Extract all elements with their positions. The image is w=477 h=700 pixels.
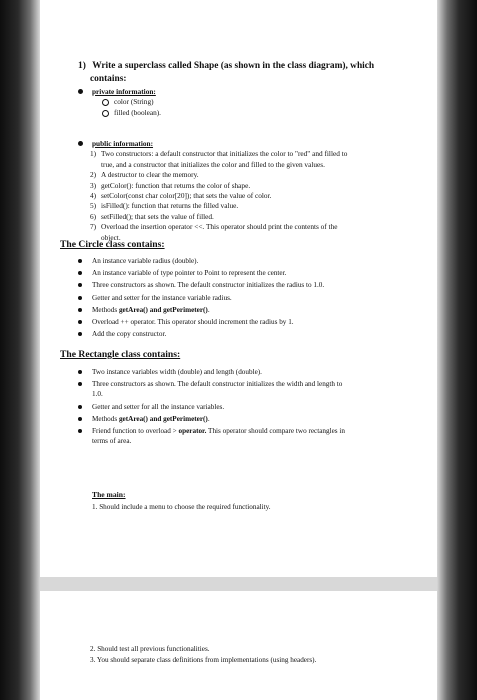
public-item-6: 6) setFilled(); that sets the value of filled. xyxy=(90,211,214,221)
circle-item-4: Getter and setter for the instance variable radius. xyxy=(78,293,423,303)
public-info-bullet xyxy=(78,139,423,149)
circle-item-3: Three constructors as shown. The default constructor initializes the radius to 1.0. xyxy=(78,280,423,290)
question-number: 1) xyxy=(78,61,86,71)
public-item-5: 5) isFilled(): function that returns the filled value. xyxy=(90,201,239,211)
document-page-2 xyxy=(40,591,437,700)
main-line-3: 3. You should separate class definitions from implementations (using headers). xyxy=(90,656,317,664)
public-item-3: 3) getColor(): function that returns the color of shape. xyxy=(90,180,251,190)
document-page-1 xyxy=(40,0,437,577)
main-heading: The main: xyxy=(92,490,126,499)
private-info-section xyxy=(78,87,418,118)
circle-item-7: Add the copy constructor. xyxy=(78,329,423,339)
private-info-bullet xyxy=(78,87,418,97)
public-item-4: 4) setColor(const char color[20]); that sets the value of color. xyxy=(90,191,272,201)
private-info-heading: private information: xyxy=(92,87,156,96)
circle-item-6: Overload ++ operator. This operator should increment the radius by 1. xyxy=(78,317,423,327)
main-line-1: 1. Should include a menu to choose the required functionality. xyxy=(92,503,271,511)
rectangle-item-4: Methods getArea() and getPerimeter(). xyxy=(78,414,423,424)
question-title-line1: Write a superclass called Shape (as shown in the class diagram), which xyxy=(92,61,375,71)
rectangle-list xyxy=(78,367,423,448)
private-item-color: color (String) xyxy=(102,97,418,107)
circle-item-2: An instance variable of type pointer to Point to represent the center. xyxy=(78,268,423,278)
circle-item-1: An instance variable radius (double). xyxy=(78,256,423,266)
rectangle-item-5: Friend function to overload > operator. This operator should compare two rectangles in terms of area. xyxy=(78,426,423,446)
public-item-1: 1) Two constructors: a default constructor that initializes the color to "red" and filled to true, and a constructor that initializes the color and filled to the given values. xyxy=(90,149,348,169)
rectangle-item-2: Three constructors as shown. The default constructor initializes the width and length to 1.0. xyxy=(78,379,423,399)
rectangle-item-3: Getter and setter for all the instance variables. xyxy=(78,402,423,412)
public-item-7: 7) Overload the insertion operator <<. This operator should print the contents of the object. xyxy=(90,222,338,242)
rectangle-item-1: Two instance variables width (double) and length (double). xyxy=(78,367,423,377)
main-line-2: 2. Should test all previous functionalities. xyxy=(90,645,210,653)
public-info-heading: public information: xyxy=(92,139,154,148)
private-item-filled: filled (boolean). xyxy=(102,108,418,118)
public-info-section xyxy=(78,139,423,243)
public-item-2: 2) A destructor to clear the memory. xyxy=(90,170,199,180)
circle-heading: The Circle class contains: xyxy=(60,239,165,250)
circle-list xyxy=(78,256,423,341)
rectangle-heading: The Rectangle class contains: xyxy=(60,349,181,360)
question-title xyxy=(78,60,423,86)
question-title-line2: contains: xyxy=(90,74,127,84)
circle-item-5: Methods getArea() and getPerimeter(). xyxy=(78,305,423,315)
